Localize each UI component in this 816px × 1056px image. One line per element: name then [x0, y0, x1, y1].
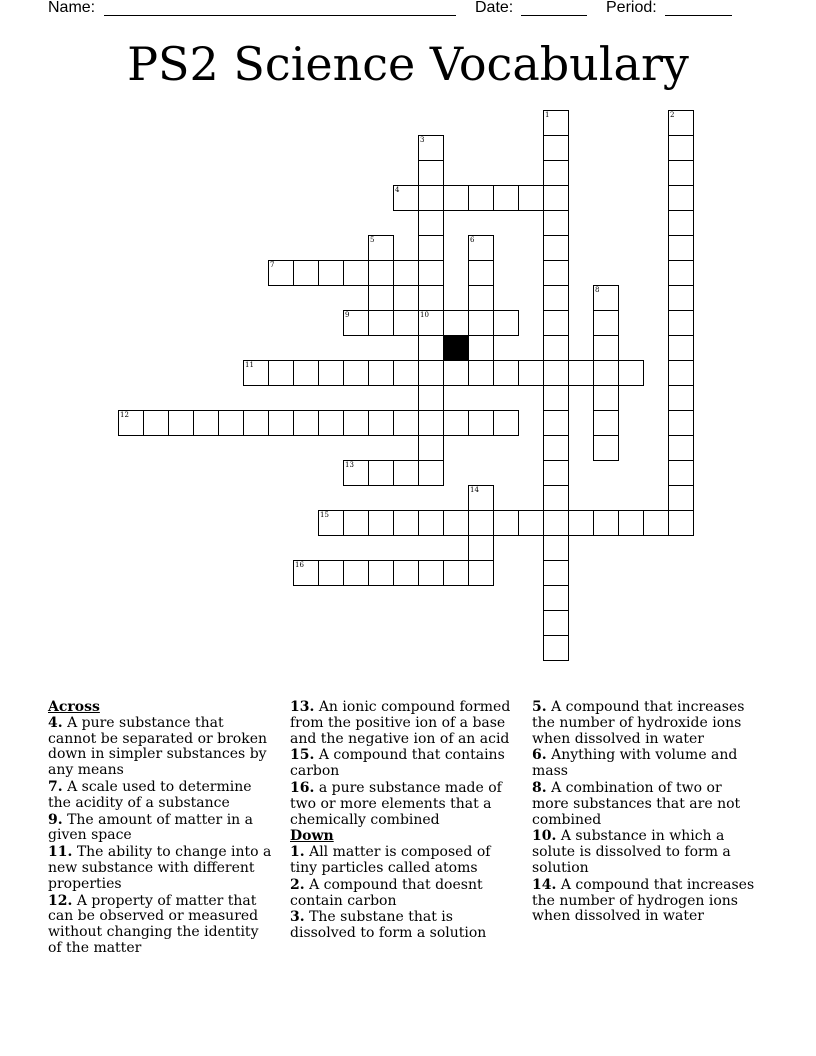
crossword-cell[interactable] — [668, 185, 694, 211]
crossword-cell[interactable] — [368, 285, 394, 311]
crossword-cell[interactable] — [568, 360, 594, 386]
crossword-cell[interactable] — [393, 510, 419, 536]
crossword-cell[interactable] — [368, 460, 394, 486]
crossword-cell[interactable] — [343, 510, 369, 536]
crossword-cell[interactable] — [318, 360, 344, 386]
crossword-cell[interactable] — [343, 560, 369, 586]
crossword-cell[interactable] — [543, 535, 569, 561]
crossword-cell[interactable] — [543, 160, 569, 186]
clue-item-text: A compound that increases the number of hydroxide ions when dissolved in water — [532, 699, 745, 747]
clue-item — [532, 829, 760, 876]
crossword-cell[interactable] — [443, 410, 469, 436]
crossword-cell[interactable] — [393, 260, 419, 286]
clue-item — [532, 700, 760, 747]
crossword-cell[interactable] — [168, 410, 194, 436]
crossword-cell[interactable] — [543, 185, 569, 211]
crossword-cell[interactable] — [568, 510, 594, 536]
crossword-cell[interactable] — [418, 135, 444, 161]
clue-item — [48, 894, 276, 957]
clue-item-number: 6. — [532, 747, 547, 764]
name-label: Name: — [48, 0, 96, 16]
crossword-cell[interactable] — [468, 335, 494, 361]
crossword-cell[interactable] — [493, 185, 519, 211]
clue-number: 11 — [245, 361, 254, 369]
crossword-cell[interactable] — [593, 510, 619, 536]
crossword-cell[interactable] — [543, 585, 569, 611]
crossword-cell[interactable] — [543, 460, 569, 486]
crossword-cell[interactable] — [518, 360, 544, 386]
crossword-cell[interactable] — [593, 310, 619, 336]
clue-item-text: An ionic compound formed from the positive ion of a base and the negative ion of an acid — [290, 699, 511, 747]
crossword-cell[interactable] — [418, 185, 444, 211]
crossword-cell[interactable] — [468, 235, 494, 261]
clue-number: 5 — [370, 236, 375, 244]
crossword-cell[interactable] — [668, 510, 694, 536]
crossword-cell[interactable] — [343, 260, 369, 286]
clue-item — [290, 748, 518, 780]
clue-item-text: A compound that doesnt contain carbon — [290, 876, 483, 909]
crossword-cell[interactable] — [443, 310, 469, 336]
crossword-cell[interactable] — [518, 510, 544, 536]
clue-item-number: 12. — [48, 892, 73, 909]
clue-item — [532, 748, 760, 780]
clue-item-text: A scale used to determine the acidity of a substance — [48, 778, 252, 811]
crossword-cell[interactable] — [493, 360, 519, 386]
clue-item-number: 4. — [48, 714, 63, 731]
clue-item-number: 14. — [532, 876, 557, 893]
crossword-cell[interactable] — [418, 360, 444, 386]
crossword-cell[interactable] — [393, 185, 419, 211]
clue-item-text: All matter is composed of tiny particles called atoms — [290, 844, 491, 876]
crossword-cell[interactable] — [543, 410, 569, 436]
clue-item — [290, 878, 518, 910]
crossword-cell[interactable] — [668, 210, 694, 236]
crossword-cell[interactable] — [418, 235, 444, 261]
clue-item-text: A substance in which a solute is dissolved to form a solution — [532, 828, 731, 876]
crossword-cell[interactable] — [393, 410, 419, 436]
crossword-cell[interactable] — [418, 510, 444, 536]
clue-item — [290, 910, 518, 942]
clue-item-number: 15. — [290, 747, 315, 764]
crossword-cell[interactable] — [293, 360, 319, 386]
clue-item — [48, 780, 276, 812]
clue-item-text: The ability to change into a new substance with different properties — [48, 844, 272, 892]
clue-item-number: 13. — [290, 699, 315, 715]
period-label: Period: — [606, 0, 657, 16]
crossword-cell[interactable] — [418, 410, 444, 436]
clue-number: 7 — [270, 261, 275, 269]
crossword-cell[interactable] — [668, 460, 694, 486]
crossword-cell[interactable] — [343, 310, 369, 336]
crossword-cell[interactable] — [368, 235, 394, 261]
crossword-cell[interactable] — [468, 485, 494, 511]
crossword-cell[interactable] — [543, 135, 569, 161]
clue-item-number: 7. — [48, 778, 63, 795]
crossword-cell[interactable] — [268, 260, 294, 286]
crossword-cell[interactable] — [468, 310, 494, 336]
crossword-cell[interactable] — [543, 510, 569, 536]
crossword-cell[interactable] — [668, 285, 694, 311]
crossword-cell[interactable] — [543, 560, 569, 586]
crossword-cell[interactable] — [618, 510, 644, 536]
crossword-cell[interactable] — [418, 560, 444, 586]
clue-item-text: A property of matter that can be observed or measured without changing the identity of the matter — [48, 892, 259, 956]
crossword-cell[interactable] — [493, 310, 519, 336]
crossword-cell[interactable] — [318, 560, 344, 586]
clue-number: 15 — [320, 511, 329, 519]
crossword-cell[interactable] — [393, 310, 419, 336]
crossword-cell[interactable] — [543, 235, 569, 261]
clue-number: 3 — [420, 136, 425, 144]
crossword-cell[interactable] — [318, 510, 344, 536]
crossword-cell[interactable] — [668, 235, 694, 261]
crossword-cell[interactable] — [243, 360, 269, 386]
clue-number: 16 — [295, 561, 304, 569]
clue-item — [48, 813, 276, 845]
clue-column-3 — [532, 700, 760, 926]
clue-number: 8 — [595, 286, 600, 294]
crossword-cell[interactable] — [368, 360, 394, 386]
clue-item-number: 2. — [290, 876, 305, 893]
crossword-cell[interactable] — [218, 410, 244, 436]
crossword-cell[interactable] — [268, 410, 294, 436]
clue-item — [290, 845, 518, 877]
across-heading: Across — [48, 699, 100, 715]
crossword-cell[interactable] — [668, 310, 694, 336]
clue-number: 14 — [470, 486, 479, 494]
crossword-cell[interactable] — [668, 410, 694, 436]
crossword-cell[interactable] — [518, 185, 544, 211]
crossword-cell[interactable] — [418, 435, 444, 461]
crossword-cell[interactable] — [668, 335, 694, 361]
crossword-cell[interactable] — [543, 485, 569, 511]
crossword-cell[interactable] — [343, 460, 369, 486]
clue-item — [532, 781, 760, 828]
crossword-cell[interactable] — [543, 210, 569, 236]
clue-item-text: a pure substance made of two or more elements that a chemically combined — [290, 779, 502, 828]
crossword-cell[interactable] — [543, 610, 569, 636]
crossword-cell[interactable] — [368, 510, 394, 536]
clue-number: 13 — [345, 461, 354, 469]
clue-item — [532, 878, 760, 925]
crossword-cell[interactable] — [418, 160, 444, 186]
crossword-cell[interactable] — [468, 360, 494, 386]
clue-item-number: 9. — [48, 811, 63, 828]
crossword-cell[interactable] — [243, 410, 269, 436]
crossword-cell[interactable] — [343, 410, 369, 436]
crossword-cell[interactable] — [543, 435, 569, 461]
crossword-cell[interactable] — [468, 285, 494, 311]
crossword-cell[interactable] — [593, 435, 619, 461]
clue-item-text: The substane that is dissolved to form a solution — [290, 909, 487, 942]
clue-number: 4 — [395, 186, 400, 194]
crossword-cell[interactable] — [118, 410, 144, 436]
crossword-cell[interactable] — [593, 285, 619, 311]
clue-item-number: 1. — [290, 844, 305, 861]
crossword-cell[interactable] — [468, 410, 494, 436]
crossword-cell[interactable] — [593, 385, 619, 411]
clue-column-2 — [290, 700, 518, 943]
crossword-cell[interactable] — [368, 260, 394, 286]
crossword-cell[interactable] — [668, 485, 694, 511]
crossword-cell[interactable] — [318, 260, 344, 286]
clue-item-text: A combination of two or more substances that are not combined — [532, 779, 741, 828]
clue-number: 2 — [670, 111, 675, 119]
date-label: Date: — [475, 0, 514, 16]
clue-item-text: A compound that contains carbon — [290, 747, 505, 780]
crossword-cell[interactable] — [668, 260, 694, 286]
crossword-cell[interactable] — [443, 360, 469, 386]
crossword-cell[interactable] — [368, 560, 394, 586]
crossword-cell[interactable] — [543, 385, 569, 411]
clue-item-number: 11. — [48, 844, 73, 861]
crossword-cell[interactable] — [268, 360, 294, 386]
crossword-cell[interactable] — [618, 360, 644, 386]
crossword-cell[interactable] — [418, 210, 444, 236]
down-heading: Down — [290, 828, 334, 845]
clue-item-number: 8. — [532, 779, 547, 796]
crossword-cell[interactable] — [668, 160, 694, 186]
clue-item — [290, 700, 518, 747]
crossword-cell[interactable] — [443, 560, 469, 586]
crossword-cell[interactable] — [468, 260, 494, 286]
crossword-cell[interactable] — [443, 185, 469, 211]
clue-item-number: 10. — [532, 828, 557, 845]
clue-item — [290, 781, 518, 828]
clue-column-1 — [48, 700, 276, 958]
crossword-cell[interactable] — [668, 110, 694, 136]
crossword-cell[interactable] — [293, 260, 319, 286]
crossword-cell[interactable] — [293, 410, 319, 436]
clue-number: 10 — [420, 311, 429, 319]
crossword-cell[interactable] — [393, 360, 419, 386]
crossword-cell[interactable] — [368, 410, 394, 436]
crossword-cell[interactable] — [668, 360, 694, 386]
clue-item-text: A compound that increases the number of hydrogen ions when dissolved in water — [532, 876, 755, 925]
crossword-cell[interactable] — [543, 335, 569, 361]
crossword-cell[interactable] — [493, 410, 519, 436]
crossword-cell[interactable] — [593, 360, 619, 386]
clue-item — [48, 845, 276, 892]
crossword-cell[interactable] — [543, 110, 569, 136]
clue-number: 9 — [345, 311, 350, 319]
crossword-cell[interactable] — [418, 260, 444, 286]
crossword-cell[interactable] — [418, 385, 444, 411]
clue-number: 1 — [545, 111, 550, 119]
blocked-cell — [443, 335, 469, 361]
crossword-cell[interactable] — [418, 335, 444, 361]
clue-item-number: 16. — [290, 779, 315, 796]
crossword-cell[interactable] — [493, 510, 519, 536]
crossword-cell[interactable] — [468, 510, 494, 536]
clue-item-text: A pure substance that cannot be separated or broken down in simpler substances by any means — [48, 714, 268, 779]
crossword-cell[interactable] — [668, 135, 694, 161]
crossword-cell[interactable] — [468, 560, 494, 586]
crossword-cell[interactable] — [393, 460, 419, 486]
crossword-cell[interactable] — [468, 535, 494, 561]
crossword-cell[interactable] — [543, 360, 569, 386]
crossword-cell[interactable] — [143, 410, 169, 436]
crossword-cell[interactable] — [418, 285, 444, 311]
crossword-cell[interactable] — [543, 260, 569, 286]
clue-item — [48, 716, 276, 779]
crossword-cell[interactable] — [543, 285, 569, 311]
crossword-cell[interactable] — [368, 310, 394, 336]
clue-item-text: Anything with volume and mass — [532, 747, 738, 780]
crossword-cell[interactable] — [468, 185, 494, 211]
crossword-cell[interactable] — [593, 335, 619, 361]
page-title: PS2 Science Vocabulary — [127, 37, 689, 91]
clue-item-text: The amount of matter in a given space — [48, 811, 253, 844]
crossword-cell[interactable] — [318, 410, 344, 436]
crossword-cell[interactable] — [293, 560, 319, 586]
crossword-cell[interactable] — [643, 510, 669, 536]
crossword-cell[interactable] — [193, 410, 219, 436]
crossword-cell[interactable] — [343, 360, 369, 386]
crossword-cell[interactable] — [543, 635, 569, 661]
crossword-cell[interactable] — [668, 385, 694, 411]
crossword-cell[interactable] — [668, 435, 694, 461]
clue-number: 12 — [120, 411, 129, 419]
crossword-cell[interactable] — [443, 510, 469, 536]
crossword-cell[interactable] — [543, 310, 569, 336]
crossword-cell[interactable] — [393, 560, 419, 586]
clue-item-number: 3. — [290, 909, 305, 926]
crossword-cell[interactable] — [418, 460, 444, 486]
clue-number: 6 — [470, 236, 475, 244]
clue-item-number: 5. — [532, 699, 547, 715]
crossword-cell[interactable] — [593, 410, 619, 436]
crossword-cell[interactable] — [418, 310, 444, 336]
